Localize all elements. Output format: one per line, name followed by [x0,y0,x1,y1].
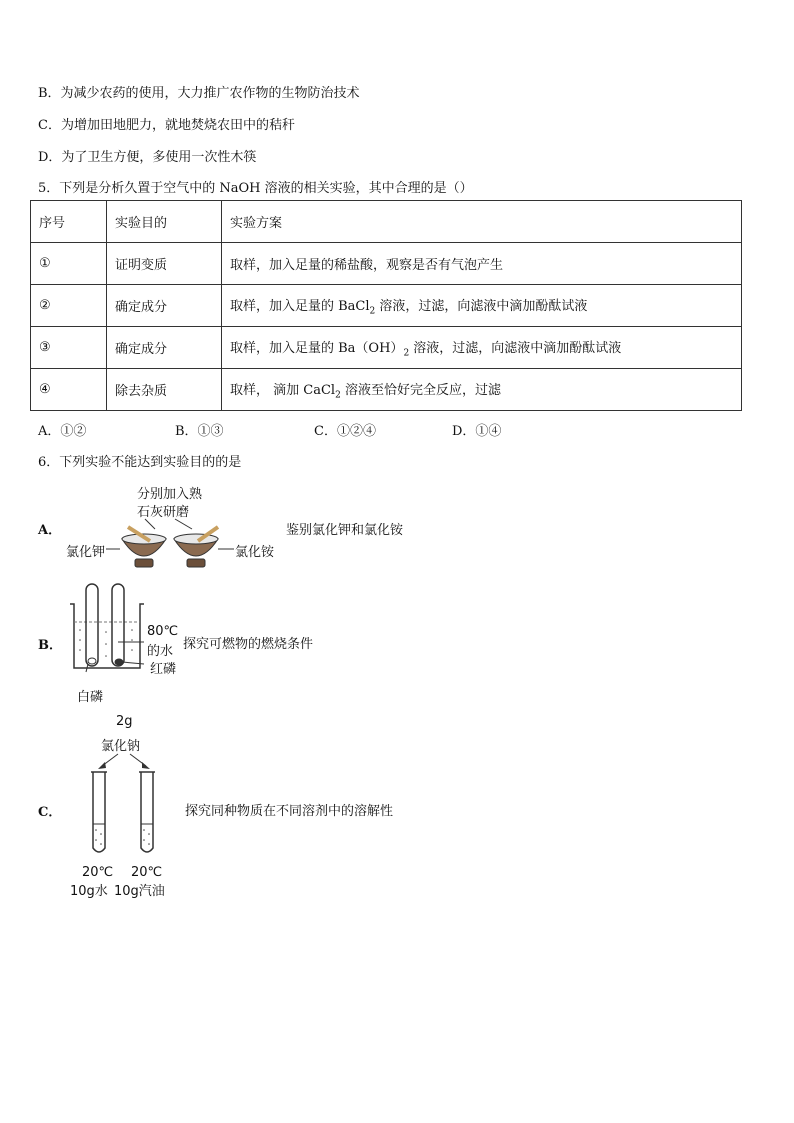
table-header-row [31,201,742,243]
row-plan: 取样， 滴加 CaCl$_2$ 溶液至恰好完全反应，过滤 [222,369,742,411]
q6-option-b-label[interactable]: B． [38,638,62,653]
row-plan: 取样，加入足量的 BaCl$_2$ 溶液，过滤，向滤液中滴加酚酞试液 [222,285,742,327]
choice-b[interactable]: B．①③ [175,424,224,439]
nacl-label: 氯化钠 [101,739,141,754]
table-row [31,285,742,327]
q6-option-b-desc: 探究可燃物的燃烧条件 [183,637,314,652]
option-c-text: C．为增加田地肥力，就地焚烧农田中的秸秆 [38,118,295,133]
row-no: ③ [31,327,107,369]
header-purpose: 实验目的 [107,201,222,243]
row-purpose: 确定成分 [107,285,222,327]
mortar-caption-line1: 分别加入熟 [137,487,203,502]
q6-option-a-desc: 鉴别氯化钾和氯化铵 [286,523,404,538]
table-row [31,369,742,411]
row-purpose: 证明变质 [107,243,222,285]
white-phosphorus-label: 白磷 [77,690,104,705]
table-row [31,327,742,369]
table-row [31,243,742,285]
choice-c[interactable]: C．①②④ [314,424,376,439]
row-purpose: 除去杂质 [107,369,222,411]
option-d-text: D．为了卫生方便，多使用一次性木筷 [38,150,257,165]
right-mortar [174,527,218,567]
option-b-text: B．为减少农药的使用，大力推广农作物的生物防治技术 [38,86,360,101]
tube2-solvent: 10g汽油 [114,884,165,899]
header-plan: 实验方案 [222,201,742,243]
row-no: ④ [31,369,107,411]
q6-option-a-label[interactable]: A． [38,523,62,538]
solubility-apparatus [84,752,164,862]
experiment-table [30,200,742,411]
left-mortar [122,527,166,567]
row-no: ① [31,243,107,285]
choice-d[interactable]: D．①④ [452,424,502,439]
mortar-caption-line2: 石灰研磨 [137,505,190,520]
question-6: 6．下列实验不能达到实验目的的是 [38,455,242,470]
kcl-label: 氯化钾 [66,545,106,560]
nacl-mass-label: 2g [116,714,133,729]
water-temp-label: 80℃ [147,624,179,639]
water-label: 的水 [147,644,174,659]
tube2-temp: 20℃ [131,865,163,880]
q6-option-c-label[interactable]: C． [38,805,62,820]
row-plan: 取样，加入足量的 $Ba(OH)_2$ 溶液，过滤，向滤液中滴加酚酞试液 [222,327,742,369]
row-purpose: 确定成分 [107,327,222,369]
header-no: 序号 [31,201,107,243]
row-no: ② [31,285,107,327]
red-phosphorus-label: 红磷 [150,662,177,677]
nh4cl-label: 氯化铵 [235,545,275,560]
row-plan: 取样，加入足量的稀盐酸，观察是否有气泡产生 [222,243,742,285]
combustion-apparatus [66,582,146,674]
tube1-temp: 20℃ [82,865,114,880]
choice-a[interactable]: A．①② [38,424,87,439]
tube1-solvent: 10g水 [70,884,108,899]
mortar-illustration [100,515,240,575]
question-5: 5．下列是分析久置于空气中的 NaOH 溶液的相关实验，其中合理的是（） [38,181,473,196]
q6-option-c-desc: 探究同种物质在不同溶剂中的溶解性 [185,804,394,819]
